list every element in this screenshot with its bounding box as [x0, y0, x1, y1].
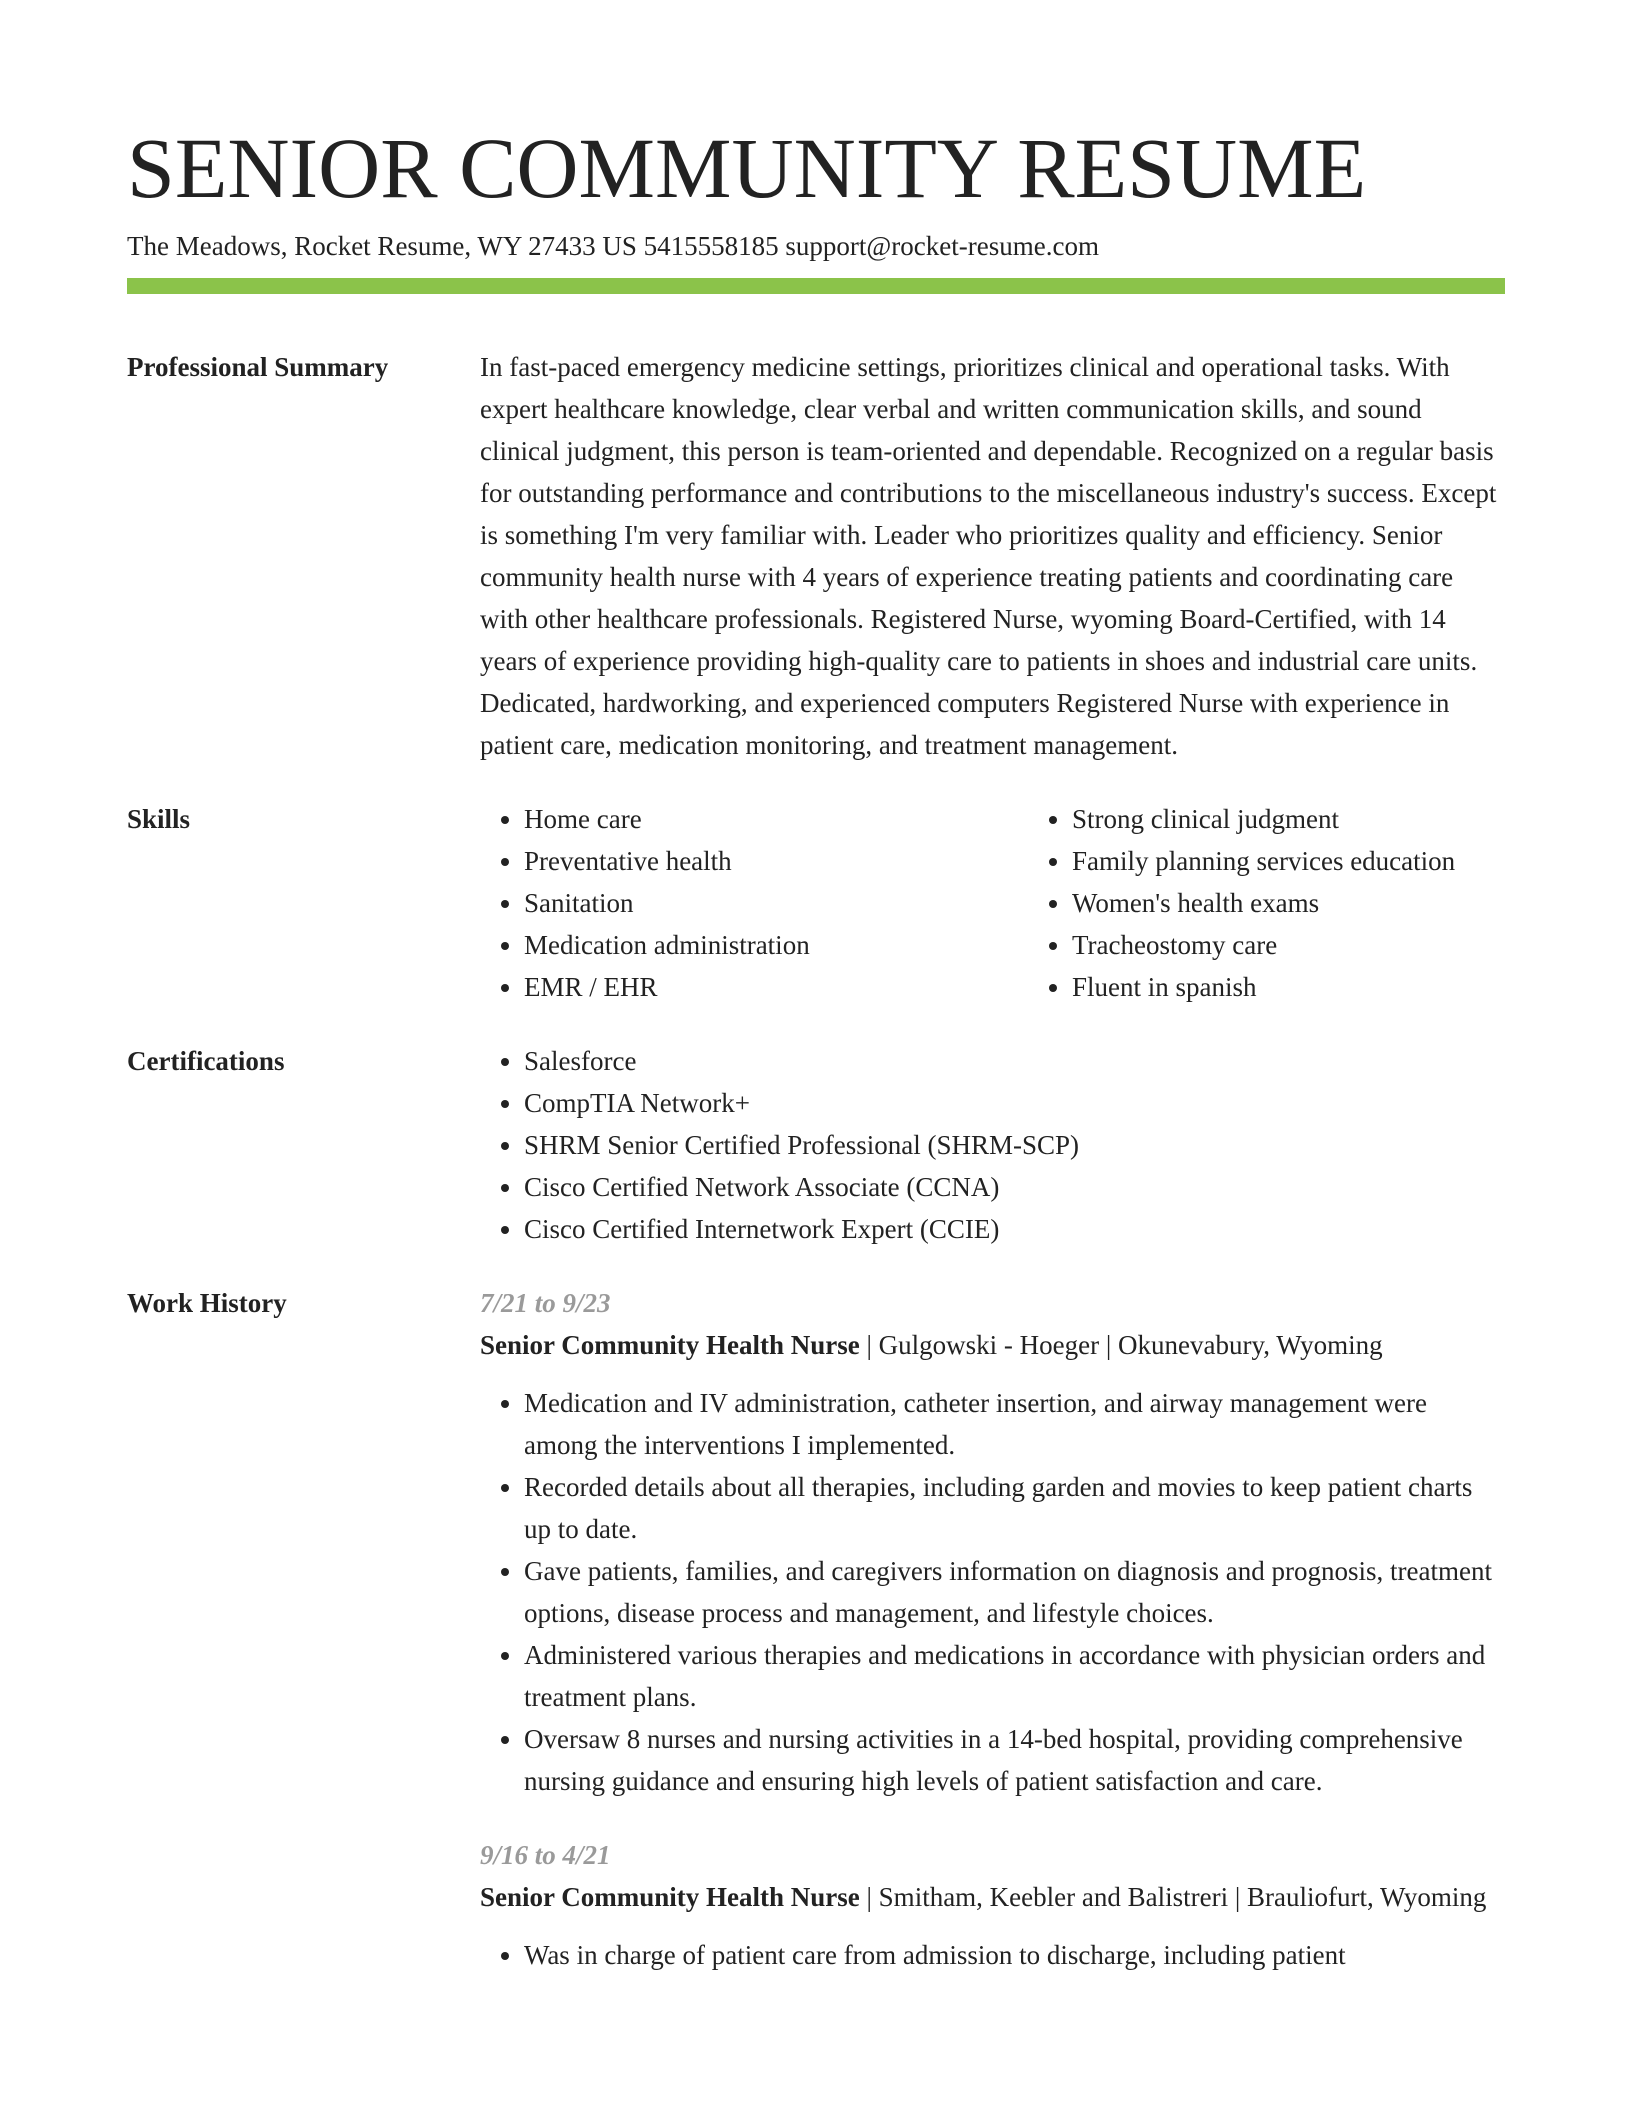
skill-item: • Tracheostomy care	[1072, 924, 1505, 966]
job-entry	[480, 1834, 1505, 1976]
job-bullet: • Oversaw 8 nurses and nursing activities in a 14-bed hospital, providing comprehensive nursing guidance and ensuring high levels of patient satisfaction and care.	[524, 1718, 1505, 1802]
job-header	[480, 1876, 1505, 1918]
job-bullets	[480, 1934, 1505, 1976]
skill-item: • Home care	[524, 798, 1028, 840]
job-bullet: • Gave patients, families, and caregivers information on diagnosis and prognosis, treatment options, disease process and management, and lifestyle choices.	[524, 1550, 1505, 1634]
skills-grid	[480, 798, 1505, 1008]
certification-item: • CompTIA Network+	[524, 1082, 1505, 1124]
job-details: | Smitham, Keebler and Balistreri | Brauliofurt, Wyoming	[859, 1882, 1487, 1912]
certification-item: • Salesforce	[524, 1040, 1505, 1082]
job-header	[480, 1324, 1505, 1366]
skills-list-right	[1028, 798, 1505, 1008]
skill-item: • Preventative health	[524, 840, 1028, 882]
certification-item: • SHRM Senior Certified Professional (SHRM-SCP)	[524, 1124, 1505, 1166]
job-title: Senior Community Health Nurse	[480, 1330, 860, 1360]
job-bullets	[480, 1382, 1505, 1802]
job-entry	[480, 1282, 1505, 1802]
skills-list-left	[480, 798, 1028, 1008]
job-details: | Gulgowski - Hoeger | Okunevabury, Wyoming	[859, 1330, 1383, 1360]
job-bullet: • Administered various therapies and medications in accordance with physician orders and treatment plans.	[524, 1634, 1505, 1718]
job-dates: 9/16 to 4/21	[480, 1840, 611, 1870]
section-label: Skills	[127, 804, 191, 834]
certifications-body	[480, 1040, 1505, 1250]
job-bullet: • Was in charge of patient care from admission to discharge, including patient	[524, 1934, 1505, 1976]
section-label: Certifications	[127, 1046, 285, 1076]
skill-item: • Sanitation	[524, 882, 1028, 924]
work-history-section	[127, 1282, 1505, 1976]
resume-page	[127, 118, 1505, 1976]
skill-item: • Medication administration	[524, 924, 1028, 966]
contact-info: The Meadows, Rocket Resume, WY 27433 US 5415558185 support@rocket-resume.com	[127, 231, 1099, 261]
skill-item: • Strong clinical judgment	[1072, 798, 1505, 840]
skill-item: • EMR / EHR	[524, 966, 1028, 1008]
work-history-body	[480, 1282, 1505, 1976]
job-title: Senior Community Health Nurse	[480, 1882, 860, 1912]
section-label: Work History	[127, 1288, 287, 1318]
skill-item: • Women's health exams	[1072, 882, 1505, 924]
certifications-section	[127, 1040, 1505, 1250]
job-bullet: • Recorded details about all therapies, including garden and movies to keep patient charts up to date.	[524, 1466, 1505, 1550]
resume-title: SENIOR COMMUNITY RESUME	[127, 120, 1367, 216]
skills-section	[127, 798, 1505, 1008]
skill-item: • Family planning services education	[1072, 840, 1505, 882]
professional-summary-section	[127, 346, 1505, 766]
summary-text: In fast-paced emergency medicine settings, prioritizes clinical and operational tasks. With expert healthcare knowledge, clear verbal and written communication skills, and sound clinical judgment, this person is team-oriented and dependable. Recognized on a regular basis for outstanding performance and contributions to the miscellaneous industry's success. Except is something I'm very familiar with. Leader who prioritizes quality and efficiency. Senior community health nurse with 4 years of experience treating patients and coordinating care with other healthcare professionals. Registered Nurse, wyoming Board-Certified, with 14 years of experience providing high-quality care to patients in shoes and industrial care units. Dedicated, hardworking, and experienced computers Registered Nurse with experience in patient care, medication monitoring, and treatment management.	[480, 352, 1497, 760]
section-label: Professional Summary	[127, 352, 389, 382]
skill-item: • Fluent in spanish	[1072, 966, 1505, 1008]
certifications-list	[480, 1040, 1505, 1250]
header-divider	[127, 278, 1505, 294]
job-bullet: • Medication and IV administration, catheter insertion, and airway management were among the interventions I implemented.	[524, 1382, 1505, 1466]
certification-item: • Cisco Certified Internetwork Expert (CCIE)	[524, 1208, 1505, 1250]
certification-item: • Cisco Certified Network Associate (CCNA)	[524, 1166, 1505, 1208]
job-dates: 7/21 to 9/23	[480, 1288, 611, 1318]
